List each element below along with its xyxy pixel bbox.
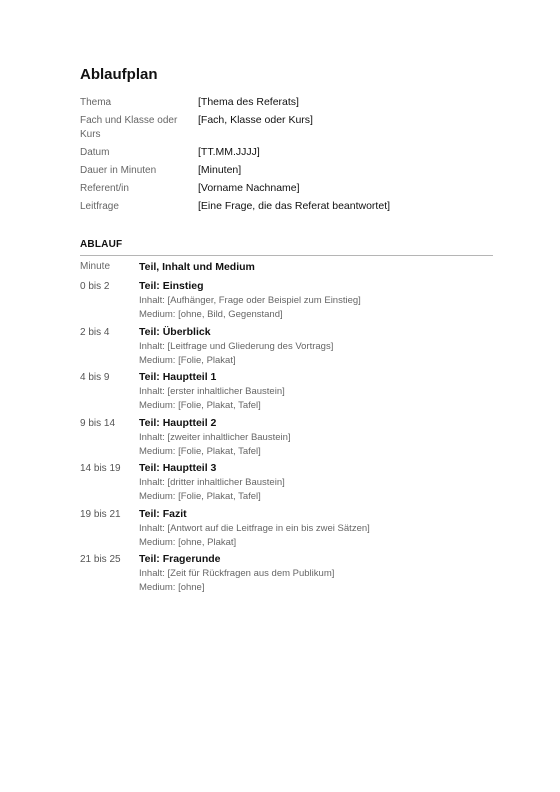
meta-table [80, 95, 493, 217]
part-content: Inhalt: [erster inhaltlicher Baustein] [139, 386, 285, 397]
part-content: Inhalt: [dritter inhaltlicher Baustein] [139, 477, 285, 488]
meta-row-date [80, 145, 493, 160]
column-header-content: Teil, Inhalt und Medium [139, 261, 255, 273]
meta-label: Thema [80, 97, 112, 108]
schedule-row [80, 461, 493, 507]
meta-value: [Minuten] [198, 164, 242, 176]
meta-label: Referent/in [80, 183, 129, 194]
meta-value: [Vorname Nachname] [198, 182, 300, 194]
meta-row-duration [80, 163, 493, 178]
meta-row-question [80, 199, 493, 214]
schedule-header [80, 260, 493, 278]
section-heading: ABLAUF [80, 239, 123, 250]
schedule-table [80, 260, 493, 598]
meta-value: [Fach, Klasse oder Kurs] [198, 114, 313, 126]
schedule-row [80, 416, 493, 462]
meta-label: Dauer in Minuten [80, 165, 157, 176]
meta-label: Leitfrage [80, 201, 119, 212]
part-title: Teil: Fragerunde [139, 553, 221, 565]
part-title: Teil: Einstieg [139, 280, 204, 292]
row-minute: 21 bis 25 [80, 554, 121, 565]
part-content: Inhalt: [Antwort auf die Leitfrage in ein bis zwei Sätzen] [139, 522, 370, 534]
part-title: Teil: Hauptteil 2 [139, 416, 217, 429]
column-header-minute: Minute [80, 261, 111, 272]
part-medium: Medium: [Folie, Plakat, Tafel] [139, 445, 261, 457]
part-medium: Medium: [ohne, Plakat] [139, 536, 237, 548]
part-medium: Medium: [Folie, Plakat, Tafel] [139, 400, 261, 411]
meta-row-speaker [80, 181, 493, 196]
meta-value: [Thema des Referats] [198, 96, 299, 108]
part-content: Inhalt: [Aufhänger, Frage oder Beispiel zum Einstieg] [139, 295, 361, 306]
part-medium: Medium: [Folie, Plakat, Tafel] [139, 491, 261, 502]
meta-value: [Eine Frage, die das Referat beantwortet] [198, 200, 391, 212]
row-content [139, 325, 493, 371]
schedule-row [80, 325, 493, 371]
row-content [139, 552, 493, 598]
part-title: Teil: Hauptteil 1 [139, 371, 217, 383]
part-title: Teil: Hauptteil 3 [139, 462, 217, 474]
row-minute: 4 bis 9 [80, 372, 110, 383]
schedule-row [80, 552, 493, 598]
part-content: Inhalt: [zweiter inhaltlicher Baustein] [139, 431, 291, 443]
meta-row-subject [80, 113, 493, 142]
part-medium: Medium: [Folie, Plakat] [139, 354, 236, 366]
part-content: Inhalt: [Leitfrage und Gliederung des Vortrags] [139, 340, 334, 352]
meta-label: Datum [80, 147, 110, 158]
part-medium: Medium: [ohne] [139, 582, 205, 593]
part-medium: Medium: [ohne, Bild, Gegenstand] [139, 309, 283, 320]
meta-label: Fach und Klasse oder Kurs [80, 115, 178, 140]
section-divider [80, 255, 493, 256]
meta-row-topic [80, 95, 493, 110]
row-minute: 2 bis 4 [80, 326, 110, 338]
row-content [139, 461, 493, 507]
row-minute: 9 bis 14 [80, 417, 116, 429]
row-minute: 14 bis 19 [80, 463, 121, 474]
schedule-row [80, 370, 493, 416]
schedule-row [80, 279, 493, 325]
row-content [139, 507, 493, 553]
page-title: Ablaufplan [80, 66, 158, 83]
schedule-row [80, 507, 493, 553]
row-content [139, 279, 493, 325]
part-content: Inhalt: [Zeit für Rückfragen aus dem Publikum] [139, 568, 335, 579]
row-content [139, 416, 493, 462]
part-title: Teil: Fazit [139, 507, 187, 520]
part-title: Teil: Überblick [139, 325, 211, 338]
row-minute: 19 bis 21 [80, 508, 121, 520]
row-content [139, 370, 493, 416]
row-minute: 0 bis 2 [80, 281, 110, 292]
meta-value: [TT.MM.JJJJ] [198, 146, 260, 158]
